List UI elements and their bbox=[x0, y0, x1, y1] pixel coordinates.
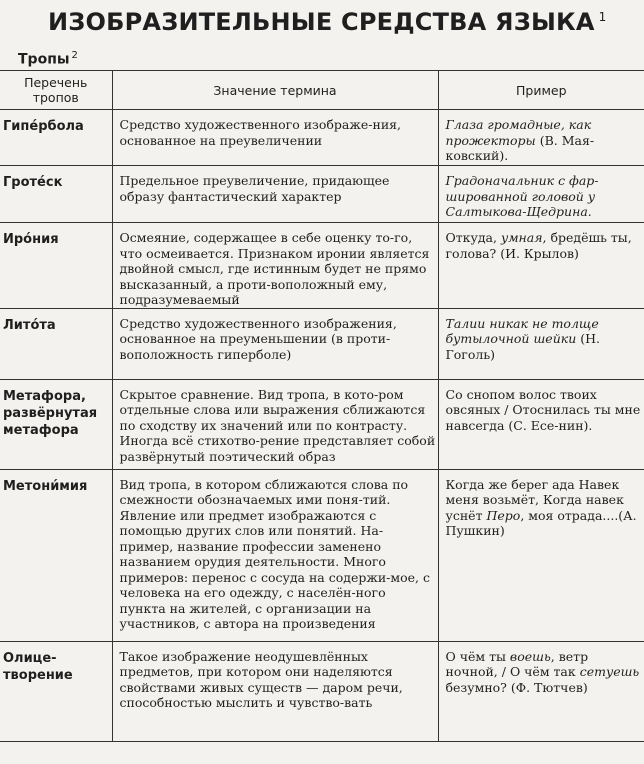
table-row bbox=[0, 223, 644, 309]
trope-meaning: Такое изображение неодушевлённых предметов, при котором они наделяются свойствами живых существ — даром речи, способностью мыслить и чувство-вать bbox=[112, 641, 438, 741]
trope-example bbox=[438, 110, 644, 166]
example-text-fragment: О чём ты bbox=[445, 648, 510, 664]
example-text-fragment: , ветр ночной, / О чём так bbox=[445, 648, 589, 679]
trope-meaning: Вид тропа, в котором сближаются слова по смежности обозначаемых ими поня-тий. Явление или предмет изображаются с помощью других слов или понятий. На-пример, название профессии заменено названием орудия деятельности. Много примеров: перенос с сосуда на содержи-мое, с человека на его одежду, с населён-ного пункта на жителей, с организации на участников, с автора на произведения bbox=[112, 469, 438, 641]
example-text-fragment: безумно? (Ф. Тютчев) bbox=[445, 679, 588, 695]
example-text-fragment: Когда же берег ада Навек меня возьмёт, Когда навек уснёт bbox=[445, 476, 624, 523]
trope-meaning: Предельное преувеличение, придающее образу фантастический характер bbox=[112, 166, 438, 223]
example-italic-fragment: воешь bbox=[509, 648, 551, 664]
table-row bbox=[0, 166, 644, 223]
table-header-row bbox=[0, 71, 644, 110]
tropes-table bbox=[0, 70, 644, 742]
example-italic-fragment: Глаза громадные, как прожекторы bbox=[445, 117, 592, 148]
trope-meaning: Средство художественного изображения, основанное на преуменьшении (в проти-воположность гиперболе) bbox=[112, 308, 438, 379]
trope-name: Гроте́ск bbox=[0, 166, 112, 223]
example-text-fragment: (Н. Гоголь) bbox=[445, 331, 600, 362]
trope-name: Лито́та bbox=[0, 308, 112, 379]
trope-meaning: Скрытое сравнение. Вид тропа, в кото-ром отдельные слова или выражения сближаются по сходству их значений или по контрасту. Иногда всё стихотво-рение представляет собой развёрнутый поэтический образ bbox=[112, 379, 438, 469]
page-title-text: ИЗОБРАЗИТЕЛЬНЫЕ СРЕДСТВА ЯЗЫКА bbox=[48, 8, 595, 36]
example-text-fragment: , моя отрада....(А. Пушкин) bbox=[445, 507, 637, 538]
header-tropes-list-line2: тропов bbox=[32, 90, 79, 105]
example-italic-fragment: умная bbox=[500, 230, 543, 245]
trope-name: Иро́ния bbox=[0, 223, 112, 309]
trope-example bbox=[438, 223, 644, 309]
trope-name: Гипе́рбола bbox=[0, 110, 112, 166]
trope-name: Метафора, развёрнутая метафора bbox=[0, 379, 112, 469]
table-row bbox=[0, 308, 644, 379]
section-subtitle bbox=[18, 50, 78, 68]
trope-example bbox=[438, 166, 644, 223]
example-italic-fragment: Перо bbox=[486, 507, 521, 523]
trope-example bbox=[438, 469, 644, 641]
example-italic-fragment: Талии никак не толще бутылочной шейки bbox=[445, 315, 599, 346]
example-text-fragment: (В. Мая-ковский). bbox=[445, 132, 595, 163]
header-tropes-list-line1: Перечень bbox=[24, 75, 88, 90]
table-row bbox=[0, 379, 644, 469]
table-row bbox=[0, 469, 644, 641]
trope-example bbox=[438, 308, 644, 379]
table-body bbox=[0, 110, 644, 742]
header-term-meaning: Значение термина bbox=[112, 71, 438, 110]
table-row bbox=[0, 110, 644, 166]
trope-name: Олице-творение bbox=[0, 641, 112, 741]
trope-name: Метони́мия bbox=[0, 469, 112, 641]
trope-example bbox=[438, 379, 644, 469]
header-example: Пример bbox=[438, 71, 644, 110]
page-title bbox=[48, 8, 606, 36]
trope-meaning: Осмеяние, содержащее в себе оценку то-го, что осмеивается. Признаком иронии является двойной смысл, где истинным будет не прямо высказанный, а проти-воположный ему, подразумеваемый bbox=[112, 223, 438, 309]
section-subtitle-text: Тропы bbox=[18, 51, 70, 68]
trope-meaning: Средство художественного изображе-ния, основанное на преувеличении bbox=[112, 110, 438, 166]
trope-example bbox=[438, 641, 644, 741]
example-italic-fragment: Градоначальник с фар-шированной головой у Салтыкова-Щедрина. bbox=[445, 173, 599, 219]
table-row bbox=[0, 641, 644, 741]
example-text-fragment: , бредёшь ты, голова? (И. Крылов) bbox=[445, 230, 632, 261]
example-text-fragment: Со снопом волос твоих овсяных / Отоснилась ты мне навсегда (С. Есе-нин). bbox=[445, 386, 641, 433]
subtitle-footnote-mark: 2 bbox=[71, 50, 78, 61]
header-tropes-list bbox=[0, 71, 112, 110]
title-footnote-mark: 1 bbox=[598, 10, 607, 24]
example-italic-fragment: сетуешь bbox=[579, 664, 640, 679]
example-text-fragment: Откуда, bbox=[445, 230, 501, 245]
